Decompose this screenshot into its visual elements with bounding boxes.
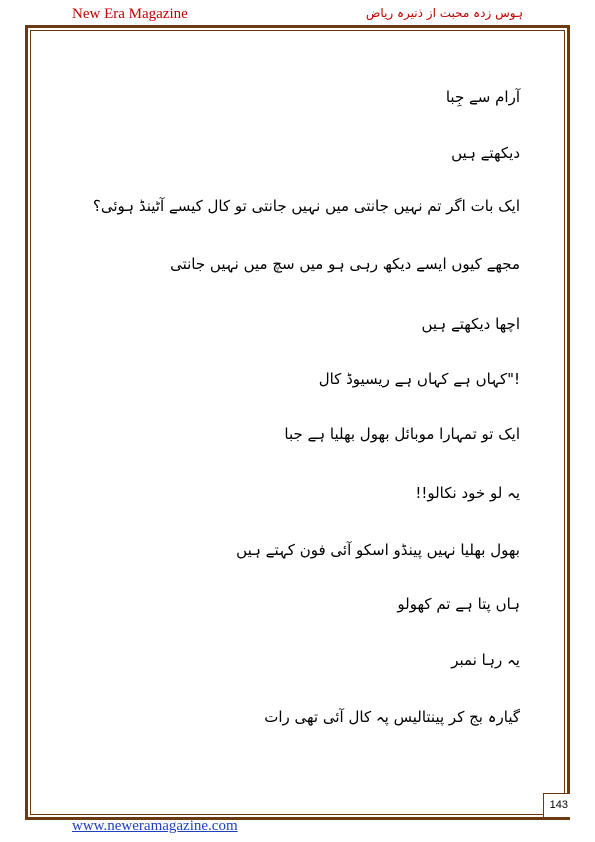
text-line-8: یہ لو خود نکالو!! bbox=[415, 484, 520, 502]
page-number: 143 bbox=[543, 793, 570, 817]
text-line-7: ایک تو تمہارا موبائل بھول بھلیا ہے جبا bbox=[284, 425, 520, 443]
text-line-5: اچھا دیکھتے ہیں bbox=[421, 315, 520, 333]
novel-title: ہوس زدہ محبت از ذنیرہ ریاض bbox=[365, 6, 523, 20]
website-link[interactable]: www.neweramagazine.com bbox=[72, 818, 238, 834]
text-line-9: بھول بھلیا نہیں پینڈو اسکو آئی فون کہتے ہیں bbox=[236, 541, 520, 559]
text-line-3: ایک بات اگر تم نہیں جانتی میں نہیں جانتی تو کال کیسے آٹینڈ ہوئی؟ bbox=[92, 197, 520, 215]
text-line-4: مجھے کیوں ایسے دیکھ رہی ہو میں سچ میں نہیں جانتی bbox=[170, 255, 520, 273]
text-line-10: ہاں پتا ہے تم کھولو bbox=[397, 595, 520, 613]
text-line-1: آرام سے جِبا bbox=[445, 88, 520, 106]
text-line-2: دیکھتے ہیں bbox=[451, 144, 520, 162]
text-line-12: گیارہ بج کر پینتالیس پہ کال آئی تھی رات bbox=[264, 708, 520, 726]
text-line-6: !"کہاں ہے کہاں ہے ریسیوڈ کال bbox=[318, 370, 520, 388]
text-line-11: یہ رہا نمبر bbox=[451, 651, 520, 669]
magazine-name: New Era Magazine bbox=[72, 6, 188, 22]
